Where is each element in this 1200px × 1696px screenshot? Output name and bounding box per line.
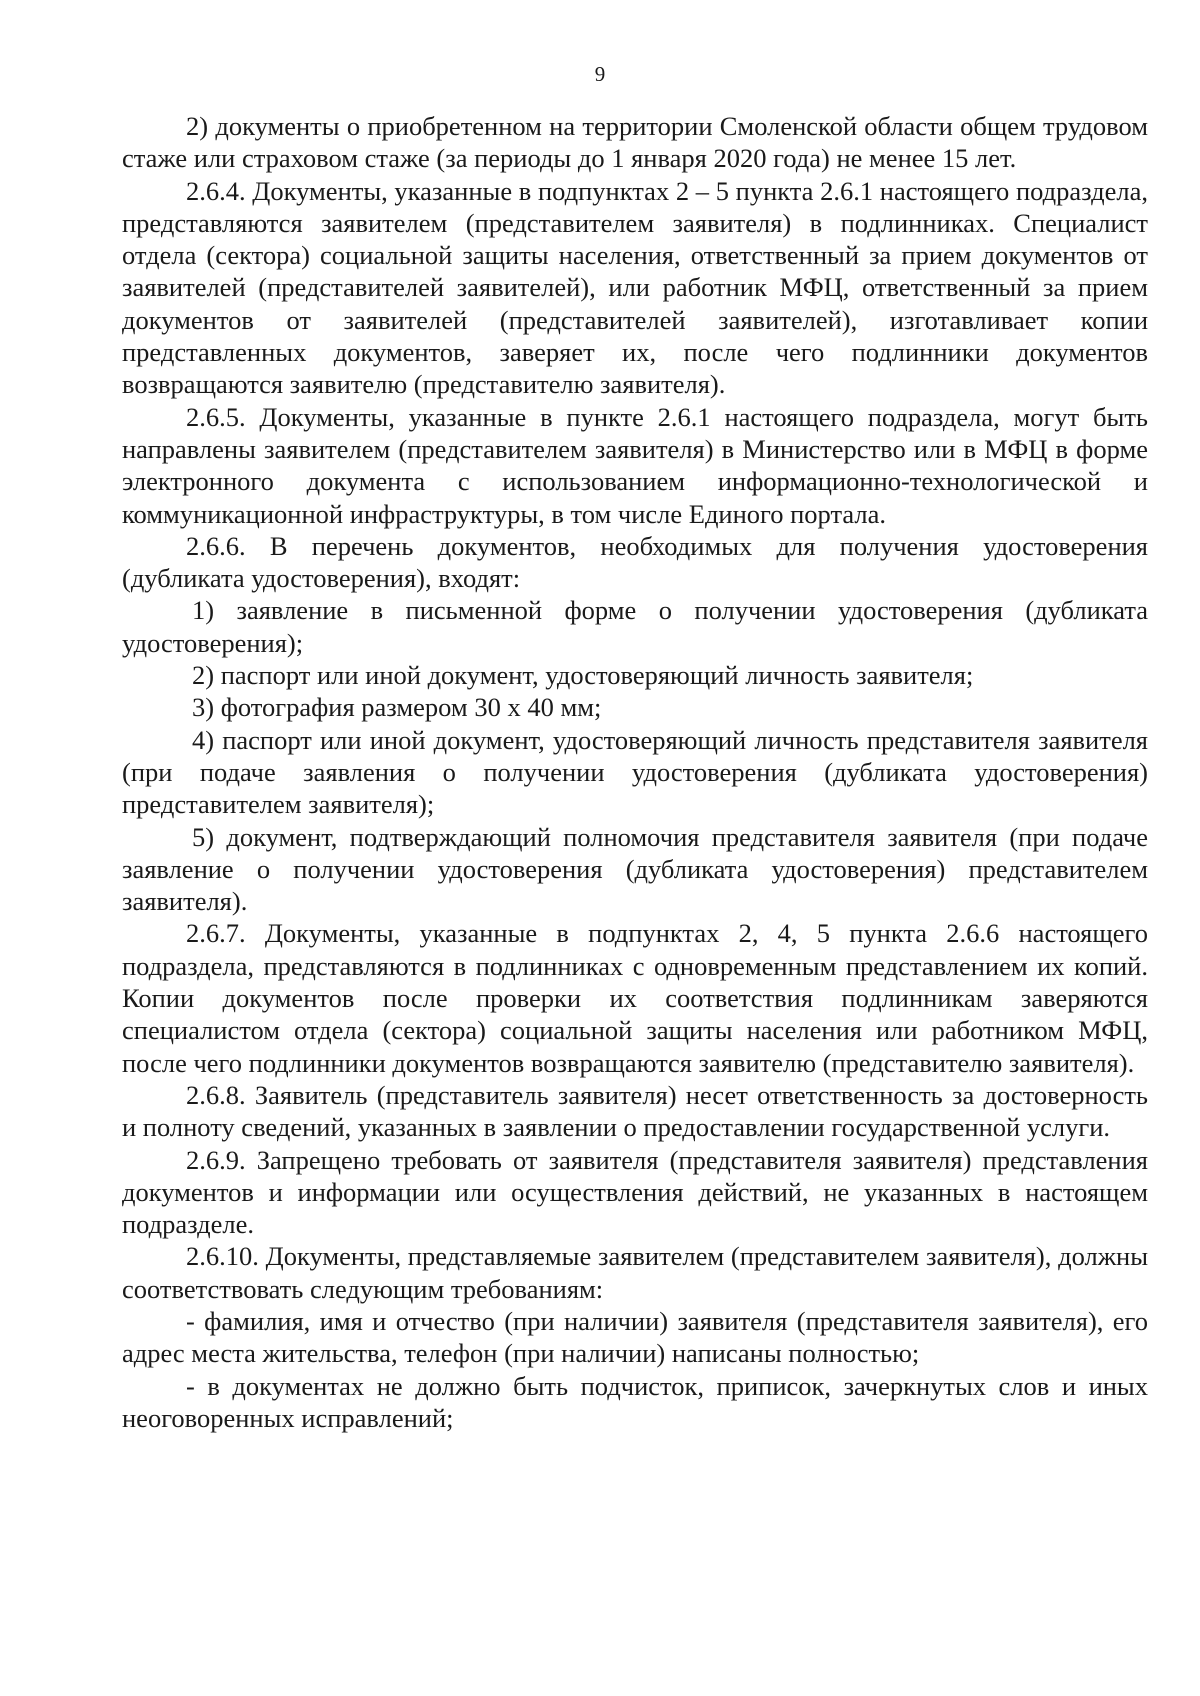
page-number: 9	[594, 62, 606, 86]
list-item-passport: 2) паспорт или иной документ, удостоверяющий личность заявителя;	[192, 660, 974, 691]
requirement-full-name: - фамилия, имя и отчество (при наличии) заявителя (представителя заявителя), его адрес места жительства, телефон (при наличии) написаны полностью;	[122, 1305, 1148, 1369]
paragraph-2-6-4: 2.6.4. Документы, указанные в подпунктах 2 – 5 пункта 2.6.1 настоящего подраздела, представляются заявителем (представителем заявителя) в подлинниках. Специалист отдела (сектора) социальной защиты населения, ответственный за прием документов от заявителей (представителей заявителей), или работник МФЦ, ответственный за прием документов от заявителей (представителей заявителей), изготавливает копии представленных документов, заверяет их, после чего подлинники документов возвращаются заявителю (представителю заявителя).	[122, 175, 1148, 400]
paragraph-2-6-10: 2.6.10. Документы, представляемые заявителем (представителем заявителя), должны соответствовать следующим требованиям:	[122, 1241, 1148, 1304]
document-body	[122, 110, 1148, 1434]
paragraph-work-experience-documents: 2) документы о приобретенном на территории Смоленской области общем трудовом стаже или страховом стаже (за периоды до 1 января 2020 года) не менее 15 лет.	[122, 111, 1148, 174]
paragraph-2-6-5: 2.6.5. Документы, указанные в пункте 2.6.1 настоящего подраздела, могут быть направлены заявителем (представителем заявителя) в Министерство или в МФЦ в форме электронного документа с использованием информационно-технологической и коммуникационной инфраструктуры, в том числе Единого портала.	[122, 401, 1148, 529]
requirement-no-corrections: - в документах не должно быть подчисток, приписок, зачеркнутых слов и иных неоговоренных исправлений;	[122, 1370, 1148, 1433]
paragraph-2-6-6: 2.6.6. В перечень документов, необходимых для получения удостоверения (дубликата удостоверения), входят:	[122, 530, 1148, 594]
paragraph-2-6-8: 2.6.8. Заявитель (представитель заявителя) несет ответственность за достоверность и полноту сведений, указанных в заявлении о предоставлении государственной услуги.	[122, 1079, 1148, 1143]
paragraph-2-6-9: 2.6.9. Запрещено требовать от заявителя (представителя заявителя) представления документов и информации или осуществления действий, не указанных в настоящем подразделе.	[122, 1144, 1148, 1240]
list-item-authority-document: 5) документ, подтверждающий полномочия представителя заявителя (при подаче заявление о получении удостоверения (дубликата удостоверения) представителем заявителя).	[122, 821, 1148, 917]
list-item-representative-passport: 4) паспорт или иной документ, удостоверяющий личность представителя заявителя (при подаче заявления о получении удостоверения (дубликата удостоверения) представителем заявителя);	[122, 724, 1148, 820]
list-item-application: 1) заявление в письменной форме о получении удостоверения (дубликата удостоверения);	[122, 595, 1148, 658]
paragraph-2-6-7: 2.6.7. Документы, указанные в подпунктах 2, 4, 5 пункта 2.6.6 настоящего подраздела, представляются в подлинниках с одновременным представлением их копий. Копии документов после проверки их соответствия подлинникам заверяются специалистом отдела (сектора) социальной защиты населения или работником МФЦ, после чего подлинники документов возвращаются заявителю (представителю заявителя).	[122, 918, 1148, 1078]
list-item-photo: 3) фотография размером 30 х 40 мм;	[192, 692, 602, 723]
